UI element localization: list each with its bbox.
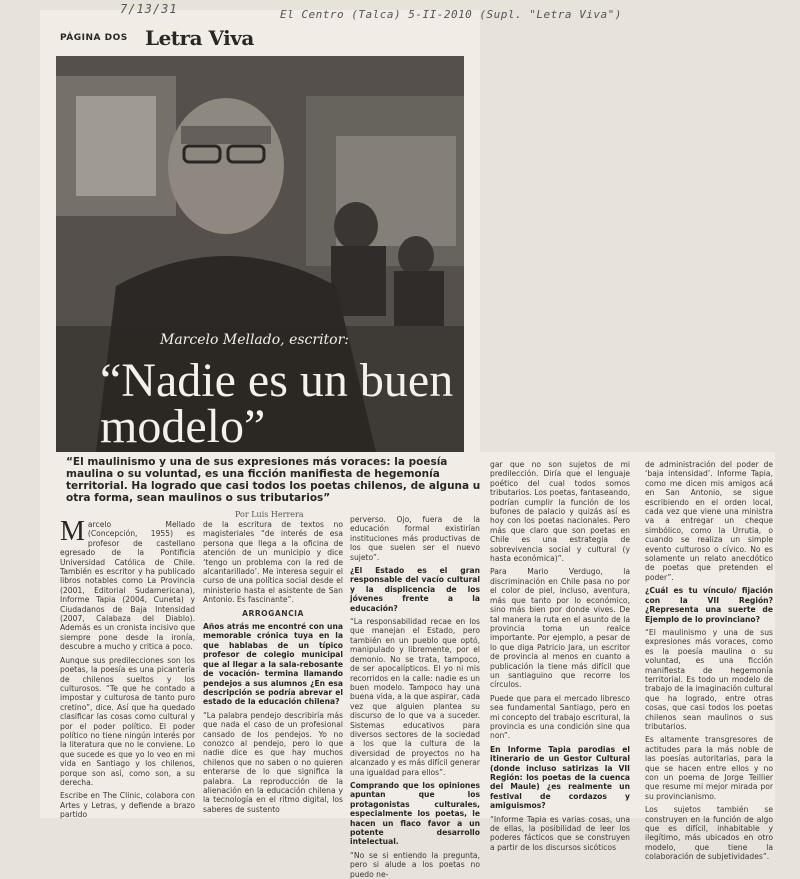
drop-cap: M <box>60 516 85 547</box>
text-column-2 <box>203 520 343 814</box>
article-headline: “Nadie es un buen modelo” <box>100 354 454 453</box>
paragraph: Los sujetos también se construyen en la función de algo que es difícil, inhabitable y ilegítimo, más ubicados en otro modelo, que tiene la colaboración de subjetividades”. <box>645 805 773 862</box>
page-label: PÁGINA DOS <box>60 33 128 43</box>
paragraph: Puede que para el mercado libresco sea fundamental Santiago, pero en mi concepto del trabajo escritural, la provincia es una condición sine qua non”. <box>490 693 630 741</box>
paragraph: “El maulinismo y una de sus expresiones más voraces, como es la poesía maulina o su voluntad, es una ficción manifiesta de hegemonía territorial. Es todo un modelo de trabajo de la imaginación cultural que ha logrado, entre otras cosas, que casi todos los poetas chilenos sean maulinos o sus tributarios. <box>645 627 773 731</box>
paragraph: perverso. Ojo, fuera de la educación formal existirían instituciones más productivas de los que suelen ser el nuevo sujeto”. <box>350 515 480 562</box>
handwritten-source: El Centro (Talca) 5-II-2010 (Supl. "Letra Viva") <box>280 8 622 21</box>
subheading: ARROGANCIA <box>242 608 304 618</box>
question: Años atrás me encontré con una memorable crónica tuya en la que hablabas de un típico profesor de colegio municipal que al llegar a la sala-rebosante de vocación- termina llamando pendejos a sus alumnos ¿En esa descripción se podría abrevar el estado de la educación chilena? <box>203 622 343 707</box>
text-column-4 <box>490 460 630 852</box>
section-title: Letra Viva <box>145 26 254 50</box>
paragraph: de administración del poder de ‘baja intensidad’. Informe Tapia, como me dicen mis amigos acá en San Antonio, se sigue escribiendo en el orden local, cada vez que viene una ministra va a entregar un cheque simbólico, como la Urrutia, o cuando se realiza un simple evento culturoso o cívico. No es solamente un relato anecdótico de poetas que pretenden el poder”. <box>645 460 773 582</box>
text-column-3 <box>350 515 480 879</box>
article-byline: Por Luis Herrera <box>235 510 304 519</box>
text-column-1 <box>60 516 195 820</box>
paragraph: “La palabra pendejo describiría más que nada el caso de un profesional cansado de los pendejos. Yo no conozco al pendejo, pero lo que nadie dice es que hay muchos chilenos que no saben o no quieren enterarse de lo que significa la palabra. La reproducción de la alienación en la educación chilena y la tecnología en el ritmo digital, los saberes de sustento <box>203 710 343 814</box>
paragraph: Es altamente transgresores de actitudes para la más noble de las poesías autoritarias, para la que se hacen entre ellos y no con un poema de Jorge Teillier que resume mi mejor mirada por su provincianismo. <box>645 735 773 801</box>
question: ¿El Estado es el gran responsable del vacío cultural y la displicencia de los jóvenes frente a la educación? <box>350 566 480 613</box>
article-lead: “El maulinismo y una de sus expresiones más voraces: la poesía maulina o su voluntad, es una ficción manifiesta de hegemonía territorial. Ha logrado que casi todos los poetas chilenos, de alguna u otra forma, sean maulinos o sus tributarios” <box>66 456 481 504</box>
question: Comprando que los opiniones apuntan que los protagonistas culturales, especialmente los poetas, le hacen un flaco favor a un potente desarrollo intelectual. <box>350 780 480 847</box>
question: ¿Cuál es tu vínculo/ fijación con la VII Región? ¿Representa una suerte de Ejemplo de lo provinciano? <box>645 586 773 624</box>
paragraph: “Informe Tapia es varias cosas, una de ellas, la posibilidad de leer los poderes fácticos que se construyen a partir de los discursos sicóticos <box>490 814 630 852</box>
article-kicker: Marcelo Mellado, escritor: <box>160 332 350 348</box>
handwritten-id: 7/13/31 <box>120 2 178 16</box>
paragraph: de la escritura de textos no magisteriales “de interés de esa persona que llega a la oficina de atención de un municipio y dice ‘tengo un problema con la red de alcantarillado’. Me interesa seguir el curso de una política social desde el ministerio hasta el asistente de San Antonio. Es fascinante”. <box>203 520 343 605</box>
question: En Informe Tapia parodias el itinerario de un Gestor Cultural (donde incluso satirizas la VII Región: los poetas de la cuenca del Maule) ¿es realmente un festival de cordazos y amiguismos? <box>490 744 630 811</box>
paragraph: gar que no son sujetos de mi predilección. Diría que el lenguaje poético del cual todos somos tributarios. Los poetas, fantaseando, podrían cumplir la función de los bufones de palacio y quizás así es hoy con los poetas nacionales. Pero más que claro que son poetas en Chile es una estrategia de sobrevivencia social y cultural (y hasta económica)”. <box>490 460 630 564</box>
paragraph: “La responsabilidad recae en los que manejan el Estado, pero también en un pueblo que optó, manipulado y libremente, por el demonio. No se trata, tampoco, de ser apocalípticos. El yo ni mis recorridos en la calle: nadie es un buen modelo. Tampoco hay una buena vida, a la que aspirar, cada vez que alguien plantea su discurso de lo que va a suceder. Sistemas educativos para diversos sectores de la sociedad a los que la cultura de la diversidad de proyectos no ha alcanzado y es más difícil generar una igualdad para ellos”. <box>350 617 480 777</box>
paragraph: arcelo Mellado (Concepción, 1955) es profesor de castellano egresado de la Pontificia Universidad Católica de Chile. También es escritor y ha publicado libros notables como La Provincia (2001, Editorial Sudamericana), Informe Tapia (2004, Cuneta) y Ciudadanos de Baja Intensidad (2007, Calabaza del Diablo). Además es un cronista incisivo que siempre pone desde la ironía, descubre a mucho y critica a poco. <box>60 520 195 652</box>
paragraph: “No se si entiendo la pregunta, pero si alude a los poetas no puedo ne- <box>350 850 480 879</box>
paragraph: Para Mario Verdugo, la discriminación en Chile pasa no por el color de piel, incluso, aventura, más que tanto por lo económico, sino más bien por donde vives. De tal manera la ruta en el asunto de la provincia toma un realce importante. Por ejemplo, a pesar de lo que diga Patricio Jara, un escritor de provincia al menos en cuanto a publicación la tiene más difícil que un santiaguino que recorre los círculos. <box>490 567 630 690</box>
paragraph: Escribe en The Clinic, colabora con Artes y Letras, y defiende a brazo partido <box>60 791 195 820</box>
paragraph: Aunque sus predilecciones son los poetas, la poesía es una picantería de chilenos sueltos y los culturosos. “Te que he contado a impostar y culturosa de tanto puro cretino”, dice. Así que ha quedado clasificar las cosas como cultural y por el poder político. El poder político no tiene ningún interés por la literatura que no le conviene. Lo que sucede es que yo lo veo en mi vida en Santiago y los chilenos, porque son así, como son, a su derecha. <box>60 655 195 787</box>
text-column-5 <box>645 460 773 862</box>
